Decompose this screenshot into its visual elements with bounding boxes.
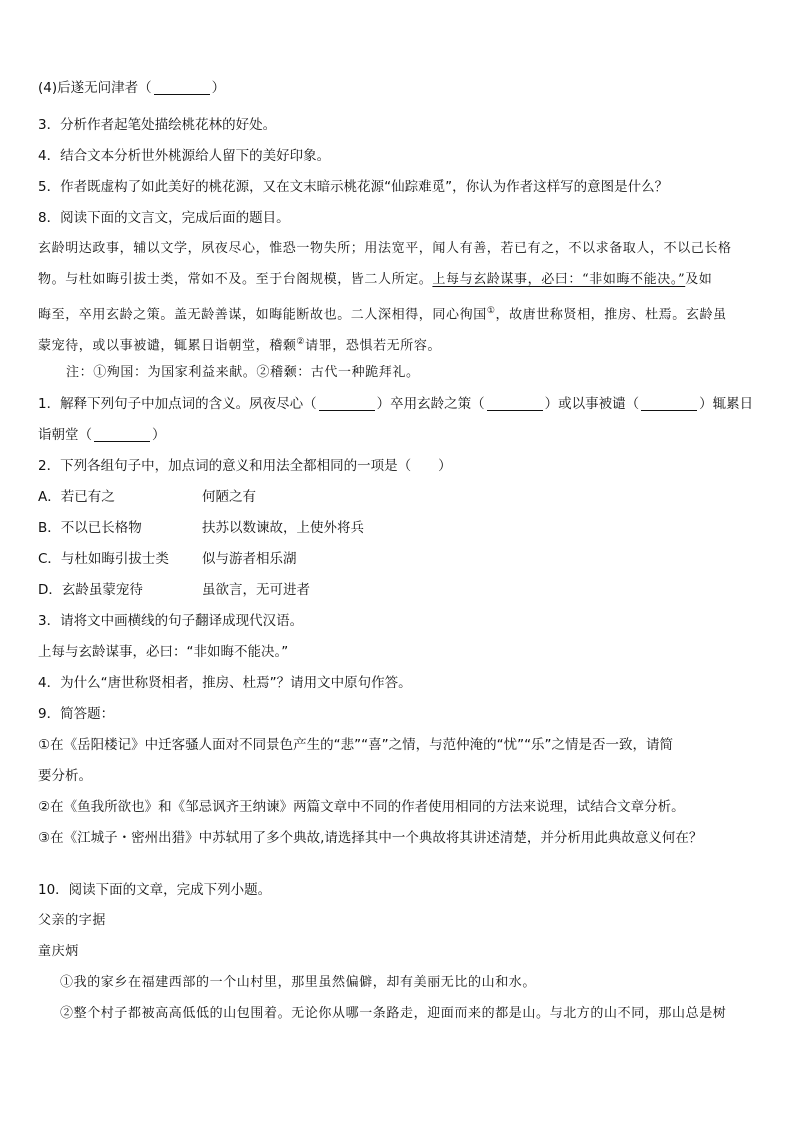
- section-9-heading: 9．简答题：: [38, 706, 115, 722]
- passage-line-1: 玄龄明达政事，辅以文学，夙夜尽心，惟恐一物失所；用法宽平，闻人有善，若已有之，不以求备取人，不以己长格: [38, 241, 732, 256]
- article-author: 童庆炳: [38, 944, 79, 959]
- answer-blank[interactable]: [319, 396, 375, 411]
- question-1-line-2: 诣朝堂（ ）: [38, 427, 166, 443]
- section-9-item-1-line-1: ①在《岳阳楼记》中迁客骚人面对不同景色产生的“悲”“喜”之情，与范仲淹的“忧”“乐”之情是否一致，请简: [38, 737, 674, 753]
- answer-blank[interactable]: [641, 396, 697, 411]
- answer-blank[interactable]: [154, 80, 210, 95]
- translate-sentence: 上每与玄龄谋事，必曰：“非如晦不能决。”: [38, 644, 289, 660]
- question-4: 4．结合文本分析世外桃源给人留下的美好印象。: [38, 148, 331, 164]
- passage-line-2: 物。与杜如晦引拔士类，常如不及。至于台阁规模，皆二人所定。上每与玄龄谋事，必曰：“非如晦不能决。”及如: [38, 272, 713, 287]
- passage-line-4: 蒙宠待，或以事被谴，辄累日诣朝堂，稽颡②请罪，恐惧若无所容。: [38, 337, 442, 354]
- question-2: 2．下列各组句子中，加点词的意义和用法全都相同的一项是（ ）: [38, 458, 452, 474]
- article-paragraph-1: ①我的家乡在福建西部的一个山村里，那里虽然偏僻，却有美丽无比的山和水。: [60, 975, 537, 990]
- passage-notes: 注：①殉国：为国家利益来献。②稽颡：古代一种跪拜礼。: [66, 365, 420, 380]
- question-3: 3．分析作者起笔处描绘桃花林的好处。: [38, 117, 277, 133]
- passage-line-3: 晦至，卒用玄龄之策。盖无龄善谋，如晦能断故也。二人深相得，同心徇国①，故唐世称贤相，推房、杜焉。玄龄虽: [38, 306, 727, 323]
- article-paragraph-2: ②整个村子都被高高低低的山包围着。无论你从哪一条路走，迎面而来的都是山。与北方的山不同，那山总是树: [60, 1006, 727, 1021]
- underlined-sentence: 上每与玄龄谋事，必曰：“非如晦不能决。”: [432, 272, 686, 287]
- question-1-line-1: 1．解释下列句子中加点词的含义。夙夜尽心（ ）卒用玄龄之策（ ）或以事被谴（ ）辄累日: [38, 396, 754, 412]
- section-8-heading: 8．阅读下面的文言文，完成后面的题目。: [38, 210, 290, 226]
- section-9-item-2: ②在《鱼我所欲也》和《邹忌讽齐王纳谏》两篇文章中不同的作者使用相同的方法来说理，试结合文章分析。: [38, 799, 685, 815]
- question-4-reason: 4．为什么“唐世称贤相者，推房、杜焉”？请用文中原句作答。: [38, 675, 412, 691]
- answer-blank[interactable]: [94, 427, 150, 442]
- question-5: 5．作者既虚构了如此美好的桃花源，又在文末暗示桃花源“仙踪难觅”，你认为作者这样写的意图是什么？: [38, 179, 669, 195]
- option-c: C．与杜如晦引拔士类 似与游者相乐湖: [38, 551, 297, 567]
- option-d: D．玄龄虽蒙宠待 虽欲言，无可进者: [38, 582, 310, 598]
- answer-blank[interactable]: [487, 396, 543, 411]
- question-4-blank-line: (4)后遂无问津者（ ）: [38, 80, 226, 96]
- question-3-translate: 3．请将文中画横线的句子翻译成现代汉语。: [38, 613, 304, 629]
- section-9-item-1-line-2: 要分析。: [38, 768, 92, 784]
- option-a: A．若已有之 何陋之有: [38, 489, 256, 505]
- section-10-heading: 10．阅读下面的文章，完成下列小题。: [38, 882, 272, 898]
- article-title: 父亲的字据: [38, 913, 107, 928]
- section-9-item-3: ③在《江城子・密州出猎》中苏轼用了多个典故,请选择其中一个典故将其讲述清楚，并分析用此典故意义何在？: [38, 830, 703, 846]
- option-b: B．不以已长格物 扶苏以数谏故，上使外将兵: [38, 520, 364, 536]
